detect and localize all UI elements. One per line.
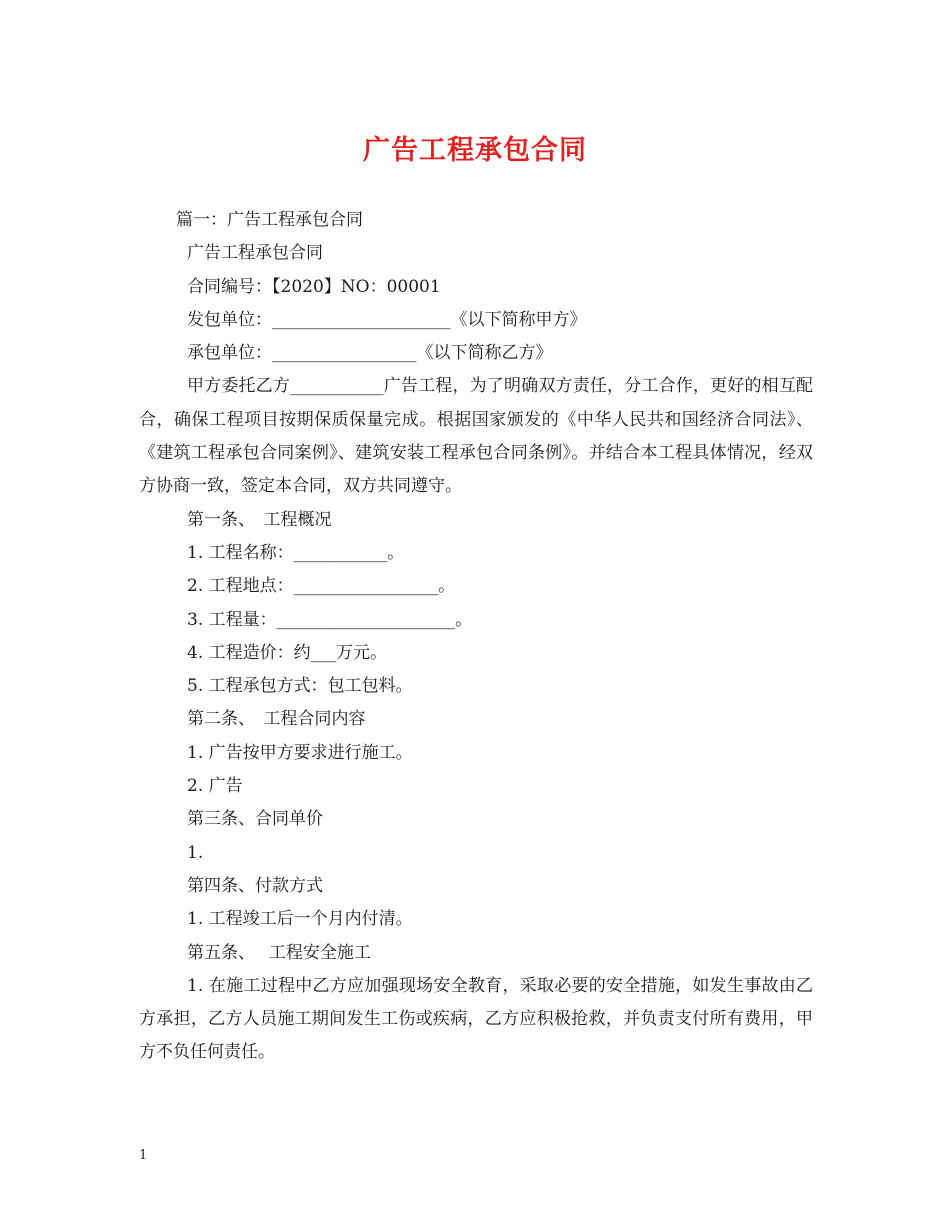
list-item: 2. 广告 xyxy=(187,776,243,797)
preamble-paragraph: 甲方委托乙方___________广告工程，为了明确双方责任，分工合作，更好的相互配合，确保工程项目按期保质保量完成。根据国家颁发的《中华人民共和国经济合同法》、《建筑工程承包合同案例》、建筑安装工程承包合同条例》。并结合本工程具体情况，经双方协商一致，签定本合同，双方共同遵守。 xyxy=(139,376,813,497)
contract-number: 合同编号：【2020】NO：00001 xyxy=(187,276,441,297)
list-item: 4. 工程造价：约___万元。 xyxy=(187,642,388,663)
article-heading: 第五条、 工程安全施工 xyxy=(187,942,371,963)
safety-paragraph: 1. 在施工过程中乙方应加强现场安全教育，采取必要的安全措施，如发生事故由乙方承担，乙方人员施工期间发生工伤或疾病，乙方应积极抢救，并负责支付所有费用，甲方不负任何责任。 xyxy=(139,975,813,1063)
list-item: 1. xyxy=(187,842,204,863)
contract-title: 广告工程承包合同 xyxy=(187,243,323,264)
document-body xyxy=(139,204,813,1070)
list-item: 1. 工程名称：___________。 xyxy=(187,542,405,563)
page-number: 1 xyxy=(139,1148,148,1163)
list-item: 1. 广告按甲方要求进行施工。 xyxy=(187,742,413,763)
article-heading: 第三条、合同单价 xyxy=(187,809,323,830)
list-item: 2. 工程地点：_________________。 xyxy=(187,576,456,597)
list-item: 1. 工程竣工后一个月内付清。 xyxy=(187,909,413,930)
party-b-line: 承包单位：_________________《以下简称乙方》 xyxy=(187,343,553,364)
party-a-line: 发包单位：_____________________《以下简称甲方》 xyxy=(187,309,587,330)
article-heading: 第二条、 工程合同内容 xyxy=(187,709,366,730)
article-heading: 第四条、付款方式 xyxy=(187,875,323,896)
document-title: 广告工程承包合同 xyxy=(363,135,587,166)
article-heading: 第一条、 工程概况 xyxy=(187,509,332,530)
list-item: 5. 工程承包方式：包工包料。 xyxy=(187,676,413,697)
list-item: 3. 工程量：_____________________。 xyxy=(187,609,473,630)
section-heading: 篇一：广告工程承包合同 xyxy=(176,210,363,230)
